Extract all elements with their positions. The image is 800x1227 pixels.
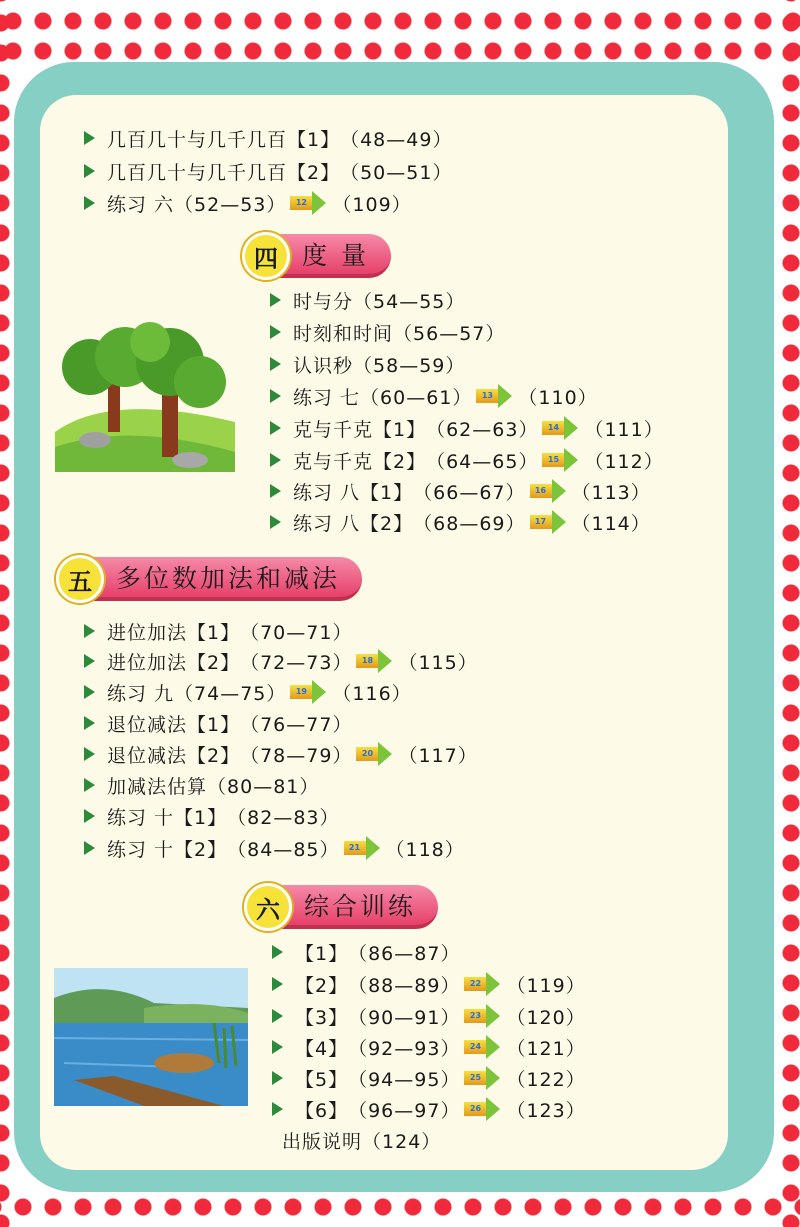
entry-title: 练习 六 — [107, 193, 175, 216]
answer-arrow-icon — [464, 1097, 500, 1121]
toc-entry[interactable] — [272, 970, 586, 998]
entry-pages: （88—89） — [348, 974, 461, 997]
toc-entry[interactable] — [84, 157, 452, 185]
answer-page: （111） — [584, 418, 664, 441]
triangle-bullet-icon — [272, 1102, 283, 1116]
entry-title: 退位减法【1】 — [107, 713, 241, 736]
entry-pages: （90—91） — [348, 1006, 461, 1029]
entry-title: 练习 七 — [293, 386, 361, 409]
entry-pages: （78—79） — [240, 744, 353, 767]
entry-title: 练习 十【1】 — [107, 806, 228, 829]
triangle-bullet-icon — [270, 293, 281, 307]
entry-pages: （96—97） — [348, 1099, 461, 1122]
toc-entry[interactable] — [272, 1002, 586, 1030]
toc-entry[interactable] — [84, 740, 478, 768]
answer-arrow-icon — [344, 836, 380, 860]
entry-pages: （56—57） — [393, 322, 506, 345]
entry-title: 练习 八【2】 — [293, 512, 414, 535]
section-banner — [56, 557, 362, 601]
answer-arrow-icon — [464, 1035, 500, 1059]
entry-title: 时刻和时间 — [293, 322, 394, 345]
answer-page: （119） — [506, 974, 586, 997]
toc-entry[interactable] — [84, 124, 452, 152]
toc-entry[interactable] — [84, 771, 319, 799]
toc-entry[interactable] — [272, 1095, 586, 1123]
entry-title: 几百几十与几千几百【2】 — [107, 161, 341, 184]
triangle-bullet-icon — [84, 196, 95, 210]
arrow-badge: 17 — [530, 515, 552, 529]
triangle-bullet-icon — [84, 131, 95, 145]
bottom-dot-border — [0, 1188, 800, 1227]
answer-arrow-icon — [290, 680, 326, 704]
arrow-badge: 12 — [290, 196, 312, 210]
entry-pages: （76—77） — [240, 713, 353, 736]
entry-pages: （52—53） — [174, 193, 287, 216]
entry-pages: （62—63） — [426, 418, 539, 441]
toc-entry[interactable] — [272, 1064, 586, 1092]
entry-title: 【1】 — [295, 942, 349, 965]
entry-pages: （70—71） — [240, 621, 353, 644]
toc-entry-publication-note[interactable] — [282, 1126, 441, 1154]
toc-entry[interactable] — [270, 350, 465, 378]
entry-title: 【6】 — [295, 1099, 349, 1122]
entry-title: 练习 八【1】 — [293, 481, 414, 504]
arrow-badge: 19 — [290, 685, 312, 699]
entry-pages: （72—73） — [240, 651, 353, 674]
toc-entry[interactable] — [270, 414, 664, 442]
triangle-bullet-icon — [270, 484, 281, 498]
triangle-bullet-icon — [84, 809, 95, 823]
triangle-bullet-icon — [272, 977, 283, 991]
answer-page: （115） — [398, 651, 478, 674]
trees-illustration — [50, 322, 240, 472]
section-banner — [242, 234, 391, 278]
entry-title: 练习 十【2】 — [107, 838, 228, 861]
top-dot-border — [0, 0, 800, 60]
entry-title: 时与分 — [293, 290, 354, 313]
triangle-bullet-icon — [84, 778, 95, 792]
arrow-badge: 26 — [464, 1102, 486, 1116]
answer-arrow-icon — [542, 448, 578, 472]
answer-page: （123） — [506, 1099, 586, 1122]
answer-page: （117） — [398, 744, 478, 767]
entry-pages: （84—85） — [227, 838, 340, 861]
section-number: 六 — [244, 883, 292, 931]
entry-pages: （82—83） — [227, 806, 340, 829]
section-title: 综合训练 — [274, 885, 438, 929]
toc-entry[interactable] — [270, 477, 651, 505]
answer-page: （118） — [385, 838, 465, 861]
answer-arrow-icon — [530, 479, 566, 503]
triangle-bullet-icon — [84, 624, 95, 638]
section-number: 四 — [242, 232, 290, 280]
triangle-bullet-icon — [272, 1040, 283, 1054]
entry-pages: （92—93） — [348, 1037, 461, 1060]
toc-entry[interactable] — [272, 1033, 586, 1061]
answer-page: （121） — [506, 1037, 586, 1060]
entry-title: 【4】 — [295, 1037, 349, 1060]
entry-title: 克与千克【1】 — [293, 418, 427, 441]
answer-page: （112） — [584, 450, 664, 473]
answer-arrow-icon — [542, 416, 578, 440]
answer-arrow-icon — [530, 510, 566, 534]
triangle-bullet-icon — [272, 1009, 283, 1023]
toc-entry[interactable] — [84, 709, 352, 737]
toc-entry[interactable] — [272, 938, 460, 966]
triangle-bullet-icon — [84, 716, 95, 730]
toc-entry[interactable] — [270, 508, 651, 536]
entry-title: 进位加法【1】 — [107, 621, 241, 644]
answer-arrow-icon — [356, 649, 392, 673]
entry-pages: （50—51） — [340, 161, 453, 184]
section-title: 多位数加法和减法 — [86, 557, 362, 601]
entry-title: 克与千克【2】 — [293, 450, 427, 473]
answer-page: （113） — [571, 481, 651, 504]
entry-pages: （48—49） — [340, 128, 453, 151]
toc-entry[interactable] — [270, 382, 598, 410]
answer-page: （110） — [518, 386, 598, 409]
entry-pages: （64—65） — [426, 450, 539, 473]
answer-page: （120） — [506, 1006, 586, 1029]
arrow-badge: 14 — [542, 421, 564, 435]
arrow-badge: 13 — [476, 389, 498, 403]
arrow-badge: 25 — [464, 1071, 486, 1085]
entry-title: 认识秒 — [293, 354, 354, 377]
entry-title: 出版说明 — [282, 1130, 363, 1153]
triangle-bullet-icon — [272, 1071, 283, 1085]
right-dot-border — [770, 0, 800, 1227]
triangle-bullet-icon — [84, 685, 95, 699]
triangle-bullet-icon — [84, 841, 95, 855]
toc-entry[interactable] — [270, 318, 505, 346]
entry-title: 练习 九 — [107, 682, 175, 705]
entry-title: 几百几十与几千几百【1】 — [107, 128, 341, 151]
triangle-bullet-icon — [270, 421, 281, 435]
triangle-bullet-icon — [84, 747, 95, 761]
answer-arrow-icon — [290, 191, 326, 215]
toc-entry[interactable] — [84, 802, 340, 830]
answer-page: （109） — [332, 193, 412, 216]
answer-page: （114） — [571, 512, 651, 535]
arrow-badge: 21 — [344, 841, 366, 855]
answer-arrow-icon — [356, 742, 392, 766]
arrow-badge: 20 — [356, 747, 378, 761]
entry-title: 进位加法【2】 — [107, 651, 241, 674]
answer-page: （122） — [506, 1068, 586, 1091]
answer-arrow-icon — [464, 1066, 500, 1090]
toc-entry[interactable] — [84, 189, 412, 217]
entry-title: 【5】 — [295, 1068, 349, 1091]
answer-arrow-icon — [476, 384, 512, 408]
lake-illustration — [54, 968, 248, 1106]
arrow-badge: 18 — [356, 654, 378, 668]
entry-pages: （68—69） — [413, 512, 526, 535]
toc-entry[interactable] — [84, 617, 352, 645]
triangle-bullet-icon — [270, 389, 281, 403]
entry-pages: （124） — [362, 1130, 442, 1153]
entry-pages: （80—81） — [207, 775, 320, 798]
toc-entry[interactable] — [270, 286, 465, 314]
entry-title: 【2】 — [295, 974, 349, 997]
triangle-bullet-icon — [270, 325, 281, 339]
entry-pages: （54—55） — [353, 290, 466, 313]
entry-title: 【3】 — [295, 1006, 349, 1029]
toc-entry[interactable] — [84, 678, 412, 706]
toc-entry[interactable] — [270, 446, 664, 474]
entry-title: 加减法估算 — [107, 775, 208, 798]
section-number: 五 — [56, 555, 104, 603]
arrow-badge: 24 — [464, 1040, 486, 1054]
triangle-bullet-icon — [270, 515, 281, 529]
triangle-bullet-icon — [272, 945, 283, 959]
entry-pages: （66—67） — [413, 481, 526, 504]
answer-page: （116） — [332, 682, 412, 705]
toc-entry[interactable] — [84, 834, 465, 862]
triangle-bullet-icon — [84, 654, 95, 668]
triangle-bullet-icon — [84, 164, 95, 178]
triangle-bullet-icon — [270, 357, 281, 371]
entry-pages: （74—75） — [174, 682, 287, 705]
arrow-badge: 15 — [542, 453, 564, 467]
triangle-bullet-icon — [270, 453, 281, 467]
entry-pages: （94—95） — [348, 1068, 461, 1091]
arrow-badge: 22 — [464, 977, 486, 991]
entry-pages: （86—87） — [348, 942, 461, 965]
arrow-badge: 23 — [464, 1009, 486, 1023]
section-title: 度 量 — [272, 234, 391, 278]
toc-entry[interactable] — [84, 647, 478, 675]
answer-arrow-icon — [464, 972, 500, 996]
answer-arrow-icon — [464, 1004, 500, 1028]
arrow-badge: 16 — [530, 484, 552, 498]
entry-pages: （60—61） — [360, 386, 473, 409]
entry-pages: （58—59） — [353, 354, 466, 377]
entry-title: 退位减法【2】 — [107, 744, 241, 767]
section-banner — [244, 885, 438, 929]
